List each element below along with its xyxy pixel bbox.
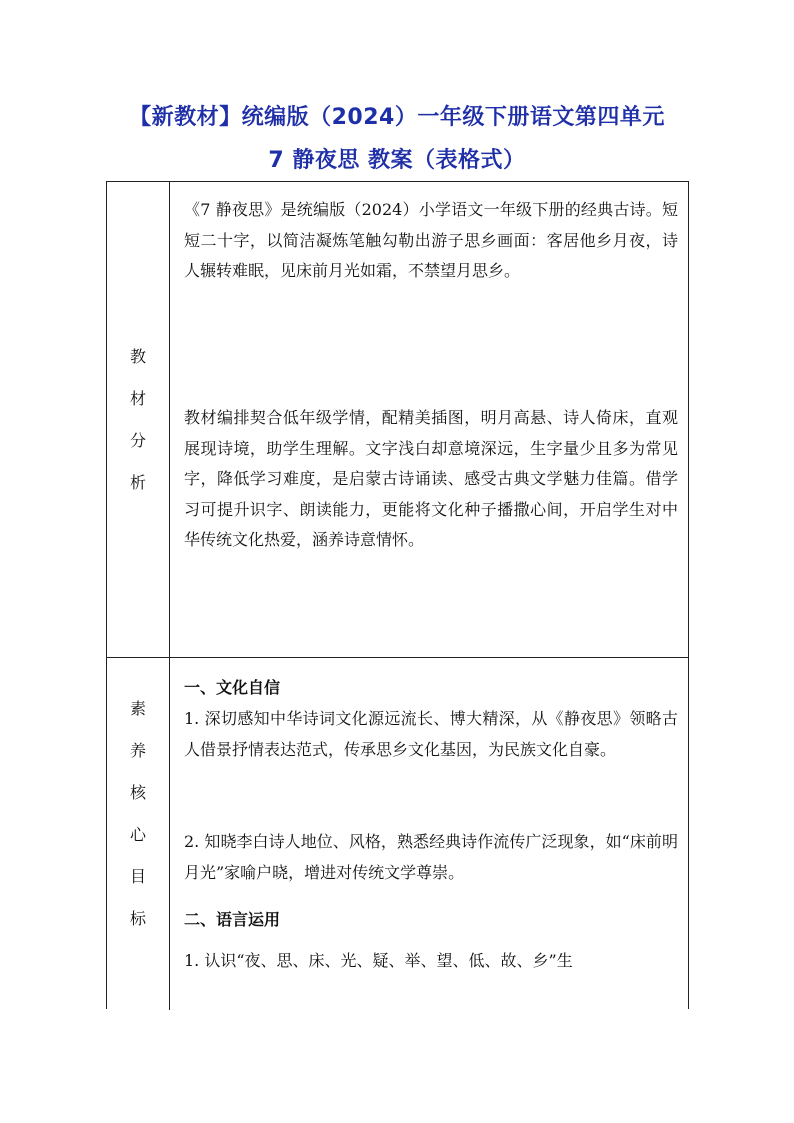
label-char: 教 — [129, 347, 146, 366]
label-char: 标 — [129, 909, 146, 928]
row-label-core-competency-goals — [107, 658, 170, 1010]
label-char: 养 — [129, 741, 146, 760]
goal-item: 1. 深切感知中华诗词文化源远流长、博大精深，从《静夜思》领略古人借景抒情表达范式，传承思乡文化基因，为民族文化自豪。 — [184, 709, 678, 759]
row-label-textbook-analysis — [107, 182, 170, 657]
document-title-line1: 【新教材】统编版（2024）一年级下册语文第四单元 — [129, 105, 665, 130]
label-char: 析 — [129, 473, 146, 492]
label-char: 核 — [129, 783, 146, 802]
label-char: 分 — [129, 431, 146, 450]
goal-item: 1. 认识“夜、思、床、光、疑、举、望、低、故、乡”生 — [184, 951, 573, 970]
analysis-paragraph-2: 教材编排契合低年级学情，配精美插图，明月高悬、诗人倚床，直观展现诗境，助学生理解。文字浅白却意境深远，生字量少且多为常见字，降低学习难度，是启蒙古诗诵读、感受古典文学魅力佳篇。借学习可提升识字、朗读能力，更能将文化种子播撒心间，开启学生对中华传统文化热爱，涵养诗意情怀。 — [184, 408, 678, 549]
label-char: 材 — [129, 389, 146, 408]
content-textbook-analysis — [170, 182, 688, 657]
table-row-textbook-analysis — [107, 182, 688, 658]
section-heading-language-use: 二、语言运用 — [184, 910, 281, 929]
section-heading-cultural-confidence: 一、文化自信 — [184, 678, 281, 697]
label-char: 目 — [129, 867, 146, 886]
goal-item: 2. 知晓李白诗人地位、风格，熟悉经典诗作流传广泛现象，如“床前明月光”家喻户晓，增进对传统文学尊崇。 — [184, 832, 678, 882]
document-title-line2: 7 静夜思 教案（表格式） — [268, 148, 526, 173]
content-core-competency-goals — [170, 658, 688, 1010]
lesson-plan-table — [106, 181, 689, 1009]
label-char: 素 — [129, 699, 146, 718]
table-row-core-competency-goals — [107, 658, 688, 1010]
analysis-paragraph-1: 《7 静夜思》是统编版（2024）小学语文一年级下册的经典古诗。短短二十字，以简洁凝炼笔触勾勒出游子思乡画面：客居他乡月夜，诗人辗转难眠，见床前月光如霜，不禁望月思乡。 — [184, 200, 678, 280]
label-char: 心 — [129, 825, 146, 844]
